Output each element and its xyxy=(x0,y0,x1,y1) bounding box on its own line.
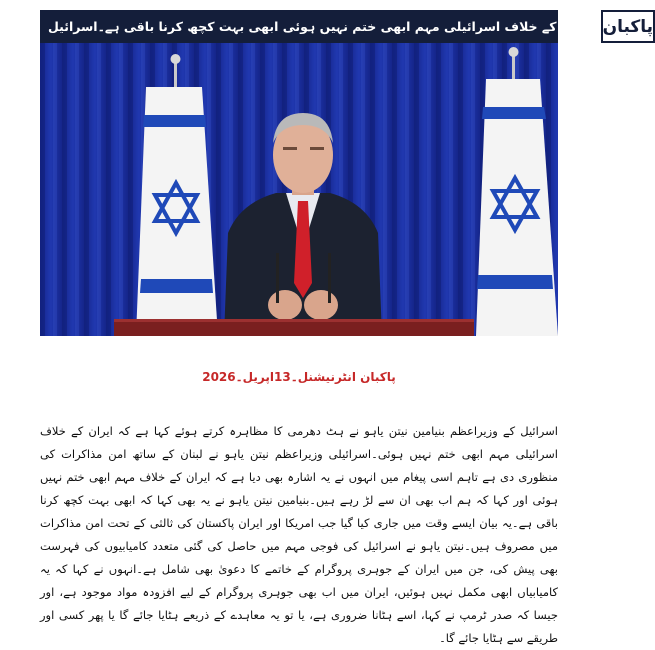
dateline: پاکبان انٹرنیشنل۔13اپریل۔2026 xyxy=(202,370,396,384)
speaker-at-podium-image xyxy=(40,43,558,336)
headline: ایران کے خلاف اسرائیلی مہم ابھی ختم نہیں ہوئی ابھی بہت کچھ کرنا باقی ہے۔اسرائیل xyxy=(48,19,593,34)
article-photo xyxy=(40,43,558,336)
brand-logo[interactable]: پاکبان xyxy=(601,10,655,43)
article-body: اسرائیل کے وزیراعظم بنیامین نیتن یاہو نے ہٹ دھرمی کا مظاہرہ کرتے ہوئے کہا ہے کہ ایران کے خلاف اسرائیلی مہم ابھی ختم نہیں ہوئی۔اسرائیلی وزیراعظم نیتن یاہو نے لبنان کے ساتھ امن مذاکرات کی منظوری دی ہے تاہم اسی پیغام میں انہوں نے یہ اشارہ بھی دیا ہے کہ ایران کے خلاف مہم ابھی ختم نہیں ہوئی اور کہا کہ ہم اب بھی ان سے لڑ رہے ہیں۔بنیامین نیتن یاہو نے یہ بھی کہا کہ ابھی بہت کچھ کرنا باقی ہے۔یہ بیان ایسے وقت میں جاری کیا گیا جب امریکا اور ایران پاکستان کی ثالثی کے تحت امن مذاکرات میں مصروف ہیں۔نیتن یاہو نے اسرائیل کی فوجی مہم میں حاصل کی گئی متعدد کامیابیوں کی فہرست بھی پیش کی، جن میں ایران کے جوہری پروگرام کے خاتمے کا دعویٰ بھی شامل ہے۔انہوں نے کہا کہ یہ کامیابیاں ابھی مکمل نہیں ہوئیں، ایران میں اب بھی جوہری پروگرام کے لیے افزودہ مواد موجود ہے، اور جیسا کہ صدر ٹرمپ نے کہا، اسے ہٹانا ضروری ہے، یا تو یہ معاہدے کے ذریعے ہٹایا جائے گا یا پھر کسی اور طریقے سے ہٹایا جائے گا۔ xyxy=(40,424,558,645)
article-header-bar xyxy=(40,10,654,43)
